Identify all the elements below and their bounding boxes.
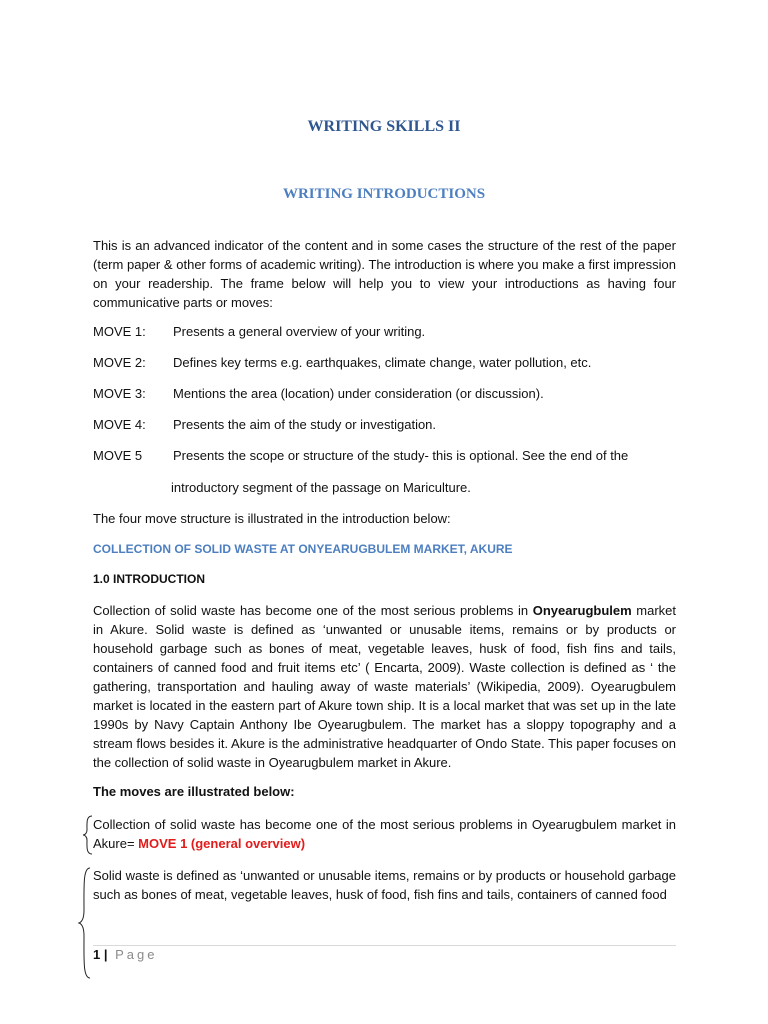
page-label: Page [115, 947, 158, 962]
move-label: MOVE 1: [93, 324, 146, 339]
move-text: Presents a general overview of your writing. [173, 324, 426, 339]
move-label: MOVE 4: [93, 417, 146, 432]
section-heading: 1.0 INTRODUCTION [93, 572, 206, 586]
move-item [93, 447, 693, 465]
move-text: Presents the aim of the study or investigation. [173, 417, 437, 432]
intro-paragraph: This is an advanced indicator of the content and in some cases the structure of the rest of the paper (term paper & other forms of academic writing). The introduction is where you make a first impression on your readership. The frame below will help you to view your introductions as having four communicative parts or moves: [93, 238, 676, 310]
footer-divider [93, 945, 676, 946]
move-item [93, 323, 693, 341]
move-tag: MOVE 1 (general overview) [138, 836, 306, 851]
move5-continuation: introductory segment of the passage on Mariculture. [171, 480, 471, 495]
page-number: 1 [93, 947, 101, 962]
document-title: WRITING SKILLS II [307, 118, 461, 135]
move-label: MOVE 2: [93, 355, 146, 370]
example-paragraph [93, 601, 676, 772]
move-item [93, 385, 693, 403]
move-text: Presents the scope or structure of the study- this is optional. See the end of the [173, 448, 629, 463]
move-label: MOVE 3: [93, 386, 146, 401]
curly-bracket-icon [78, 866, 92, 980]
moves-illustrated-heading: The moves are illustrated below: [93, 784, 295, 799]
illustration-move-1 [93, 815, 676, 853]
page-footer [93, 947, 158, 962]
move-item [93, 416, 693, 434]
move-text: Mentions the area (location) under consideration (or discussion). [173, 386, 544, 401]
document-subtitle: WRITING INTRODUCTIONS [282, 186, 486, 202]
illustration-text: Collection of solid waste has become one of the most serious problems in Oyearugbulem market in Akure= [93, 817, 676, 851]
example-text-start: Collection of solid waste has become one of the most serious problems in [93, 603, 533, 618]
move-item [93, 354, 693, 372]
example-text-rest: market in Akure. Solid waste is defined as ‘unwanted or unusable items, remains or by products or household garbage such as bones of meat, vegetable leaves, husk of food, fish fins and tails, containers of canned food and fruit items etc’ ( Encarta, 2009). Waste collection is defined as ‘ the gathering, transportation and hauling away of waste materials’ (Wikipedia, 2009). Oyearugbulem market is located in the eastern part of Akure town ship. It is a local market that was set up in the late 1990s by Navy Captain Anthony Ibe Oyearugbulem. The market has a sloppy topography and a stream flows besides it. Akure is the administrative headquarter of Ondo State. This paper focuses on the collection of solid waste in Oyearugbulem market in Akure. [93, 603, 676, 770]
page-separator: | [103, 947, 108, 962]
illustration-move-2: Solid waste is defined as ‘unwanted or unusable items, remains or by products or household garbage such as bones of meat, vegetable leaves, husk of food, fish fins and tails, containers of canned food [93, 868, 676, 902]
move-label: MOVE 5 [93, 448, 143, 463]
example-title: COLLECTION OF SOLID WASTE AT ONYEARUGBULEM MARKET, AKURE [93, 542, 513, 556]
illustration-note: The four move structure is illustrated in the introduction below: [93, 511, 451, 526]
move-text: Defines key terms e.g. earthquakes, climate change, water pollution, etc. [173, 355, 592, 370]
example-bold-word: Onyearugbulem [532, 603, 632, 618]
